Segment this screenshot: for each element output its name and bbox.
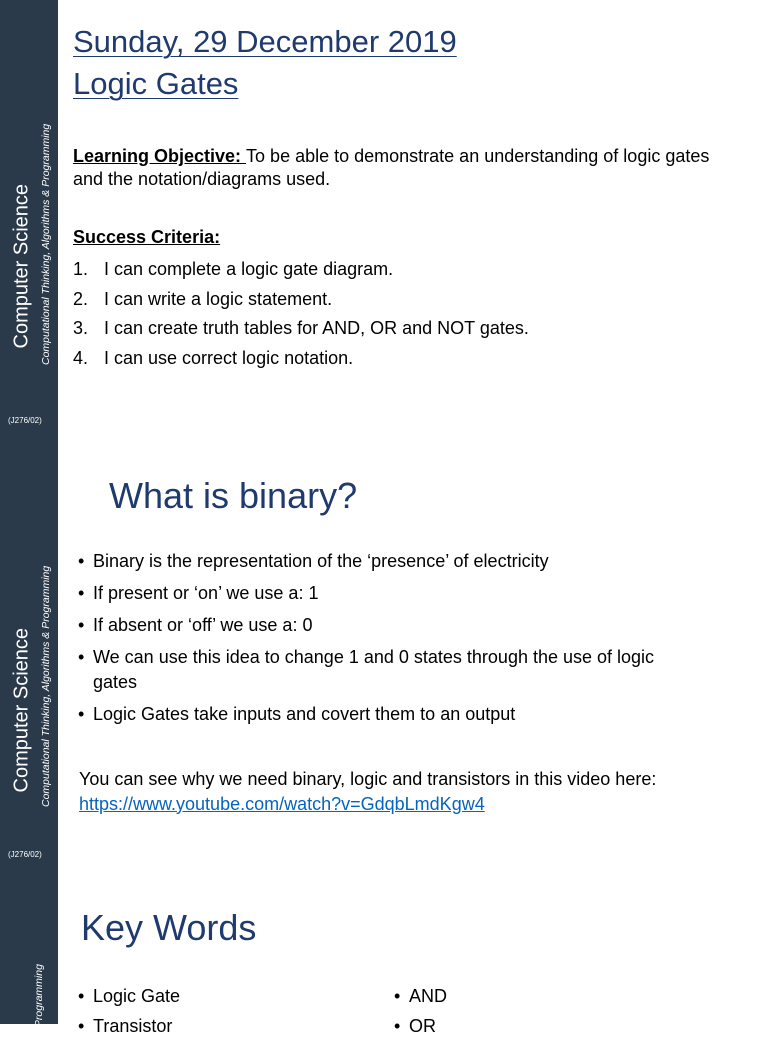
page-title: Logic Gates <box>73 66 239 101</box>
list-text: I can write a logic statement. <box>104 288 333 309</box>
sidebar-title: Computer Science <box>10 627 33 793</box>
list-item: • Binary is the representation of the ‘presence’ of electricity <box>78 549 698 574</box>
sidebar-subtitle: Computational Thinking, Algorithms & Programming <box>40 123 52 365</box>
sidebar <box>0 868 58 1037</box>
success-criteria-label: Success Criteria: <box>73 227 221 247</box>
list-text: I can use correct logic notation. <box>104 347 354 368</box>
key-words-left-list <box>78 981 180 1041</box>
date-heading: Sunday, 29 December 2019 <box>73 24 457 59</box>
video-paragraph <box>79 767 719 816</box>
objective-label: Learning Objective: <box>73 146 247 166</box>
slide-logic-gates <box>0 0 768 434</box>
course-code: (J276/02) <box>8 416 42 425</box>
page-title: What is binary? <box>109 475 358 516</box>
list-item: • AND <box>394 981 447 1011</box>
sidebar <box>0 434 58 868</box>
sidebar-subtitle: Computational Thinking, Algorithms & Programming <box>40 565 52 807</box>
list-number: 1. <box>73 259 89 279</box>
list-item: • OR <box>394 1011 447 1041</box>
slide-key-words <box>0 868 768 1037</box>
list-item: • We can use this idea to change 1 and 0 states through the use of logic gates <box>78 645 698 694</box>
objective-text: To be able to demonstrate an understanding of logic gates and the notation/diagrams used. <box>73 146 710 189</box>
list-item <box>73 314 529 344</box>
list-item: • Logic Gate <box>78 981 180 1011</box>
video-link[interactable]: https://www.youtube.com/watch?v=GdqbLmdKgw4 <box>79 793 485 814</box>
list-number: 2. <box>73 288 89 309</box>
success-criteria-list <box>73 255 529 373</box>
list-item <box>73 344 529 374</box>
list-text: I can complete a logic gate diagram. <box>104 259 394 279</box>
page-title: Key Words <box>81 907 257 948</box>
binary-bullet-list <box>78 549 698 734</box>
list-number: 4. <box>73 347 89 368</box>
key-words-right-list <box>394 981 447 1041</box>
list-text: I can create truth tables for AND, OR and NOT gates. <box>104 318 529 338</box>
course-code: (J276/02) <box>8 850 42 859</box>
sidebar <box>0 0 58 434</box>
slide-what-is-binary <box>0 434 768 868</box>
list-item: • If absent or ‘off’ we use a: 0 <box>78 613 698 638</box>
list-item: • Transistor <box>78 1011 180 1041</box>
list-item: • If present or ‘on’ we use a: 1 <box>78 581 698 606</box>
video-text: You can see why we need binary, logic and transistors in this video here: <box>79 769 657 789</box>
list-item <box>73 285 529 315</box>
list-number: 3. <box>73 318 89 338</box>
sidebar-title: Computer Science <box>10 183 33 349</box>
learning-objective <box>73 145 713 191</box>
list-item <box>73 255 529 285</box>
list-item: • Logic Gates take inputs and covert them to an output <box>78 702 698 727</box>
sidebar-subtitle: & Programming <box>33 964 45 1037</box>
